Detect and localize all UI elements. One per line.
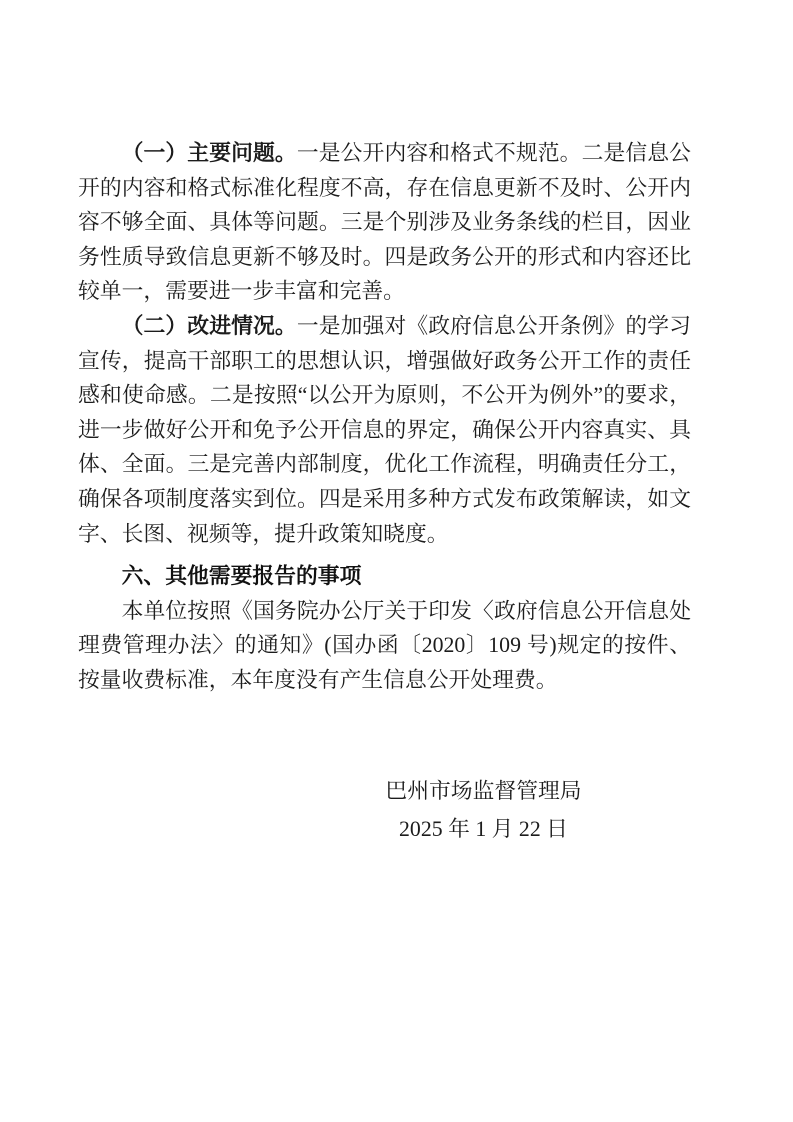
- paragraph-processing-fees: 本单位按照《国务院办公厅关于印发〈政府信息公开信息处理费管理办法〉的通知》(国办函〔2020〕109 号)规定的按件、按量收费标准，本年度没有产生信息公开处理费。: [78, 598, 691, 692]
- paragraph-lead-main-problems: （一）主要问题。: [121, 141, 297, 165]
- document-content: [78, 136, 691, 848]
- paragraph-improvements: [78, 309, 691, 551]
- section-heading-other-matters: 六、其他需要报告的事项: [121, 563, 362, 589]
- signature-organization: 巴州市场监督管理局: [385, 778, 582, 803]
- paragraph-text-improvements: 一是加强对《政府信息公开条例》的学习宣传，提高干部职工的思想认识，增强做好政务公开工作的责任感和使命感。二是按照“以公开为原则，不公开为例外”的要求，进一步做好公开和免予公开信息的界定，确保公开内容真实、具体、全面。三是完善内部制度，优化工作流程，明确责任分工，确保各项制度落实到位。四是采用多种方式发布政策解读，如文字、长图、视频等，提升政策知晓度。: [78, 313, 691, 546]
- signature-block: [177, 772, 790, 848]
- paragraph-text-main-problems: 一是公开内容和格式不规范。二是信息公开的内容和格式标准化程度不高，存在信息更新不及时、公开内容不够全面、具体等问题。三是个别涉及业务条线的栏目，因业务性质导致信息更新不够及时。四是政务公开的形式和内容还比较单一，需要进一步丰富和完善。: [78, 141, 691, 304]
- paragraph-lead-improvements: （二）改进情况。: [121, 313, 297, 338]
- signature-date: 2025 年 1 月 22 日: [399, 816, 568, 841]
- paragraph-main-problems: [78, 136, 691, 309]
